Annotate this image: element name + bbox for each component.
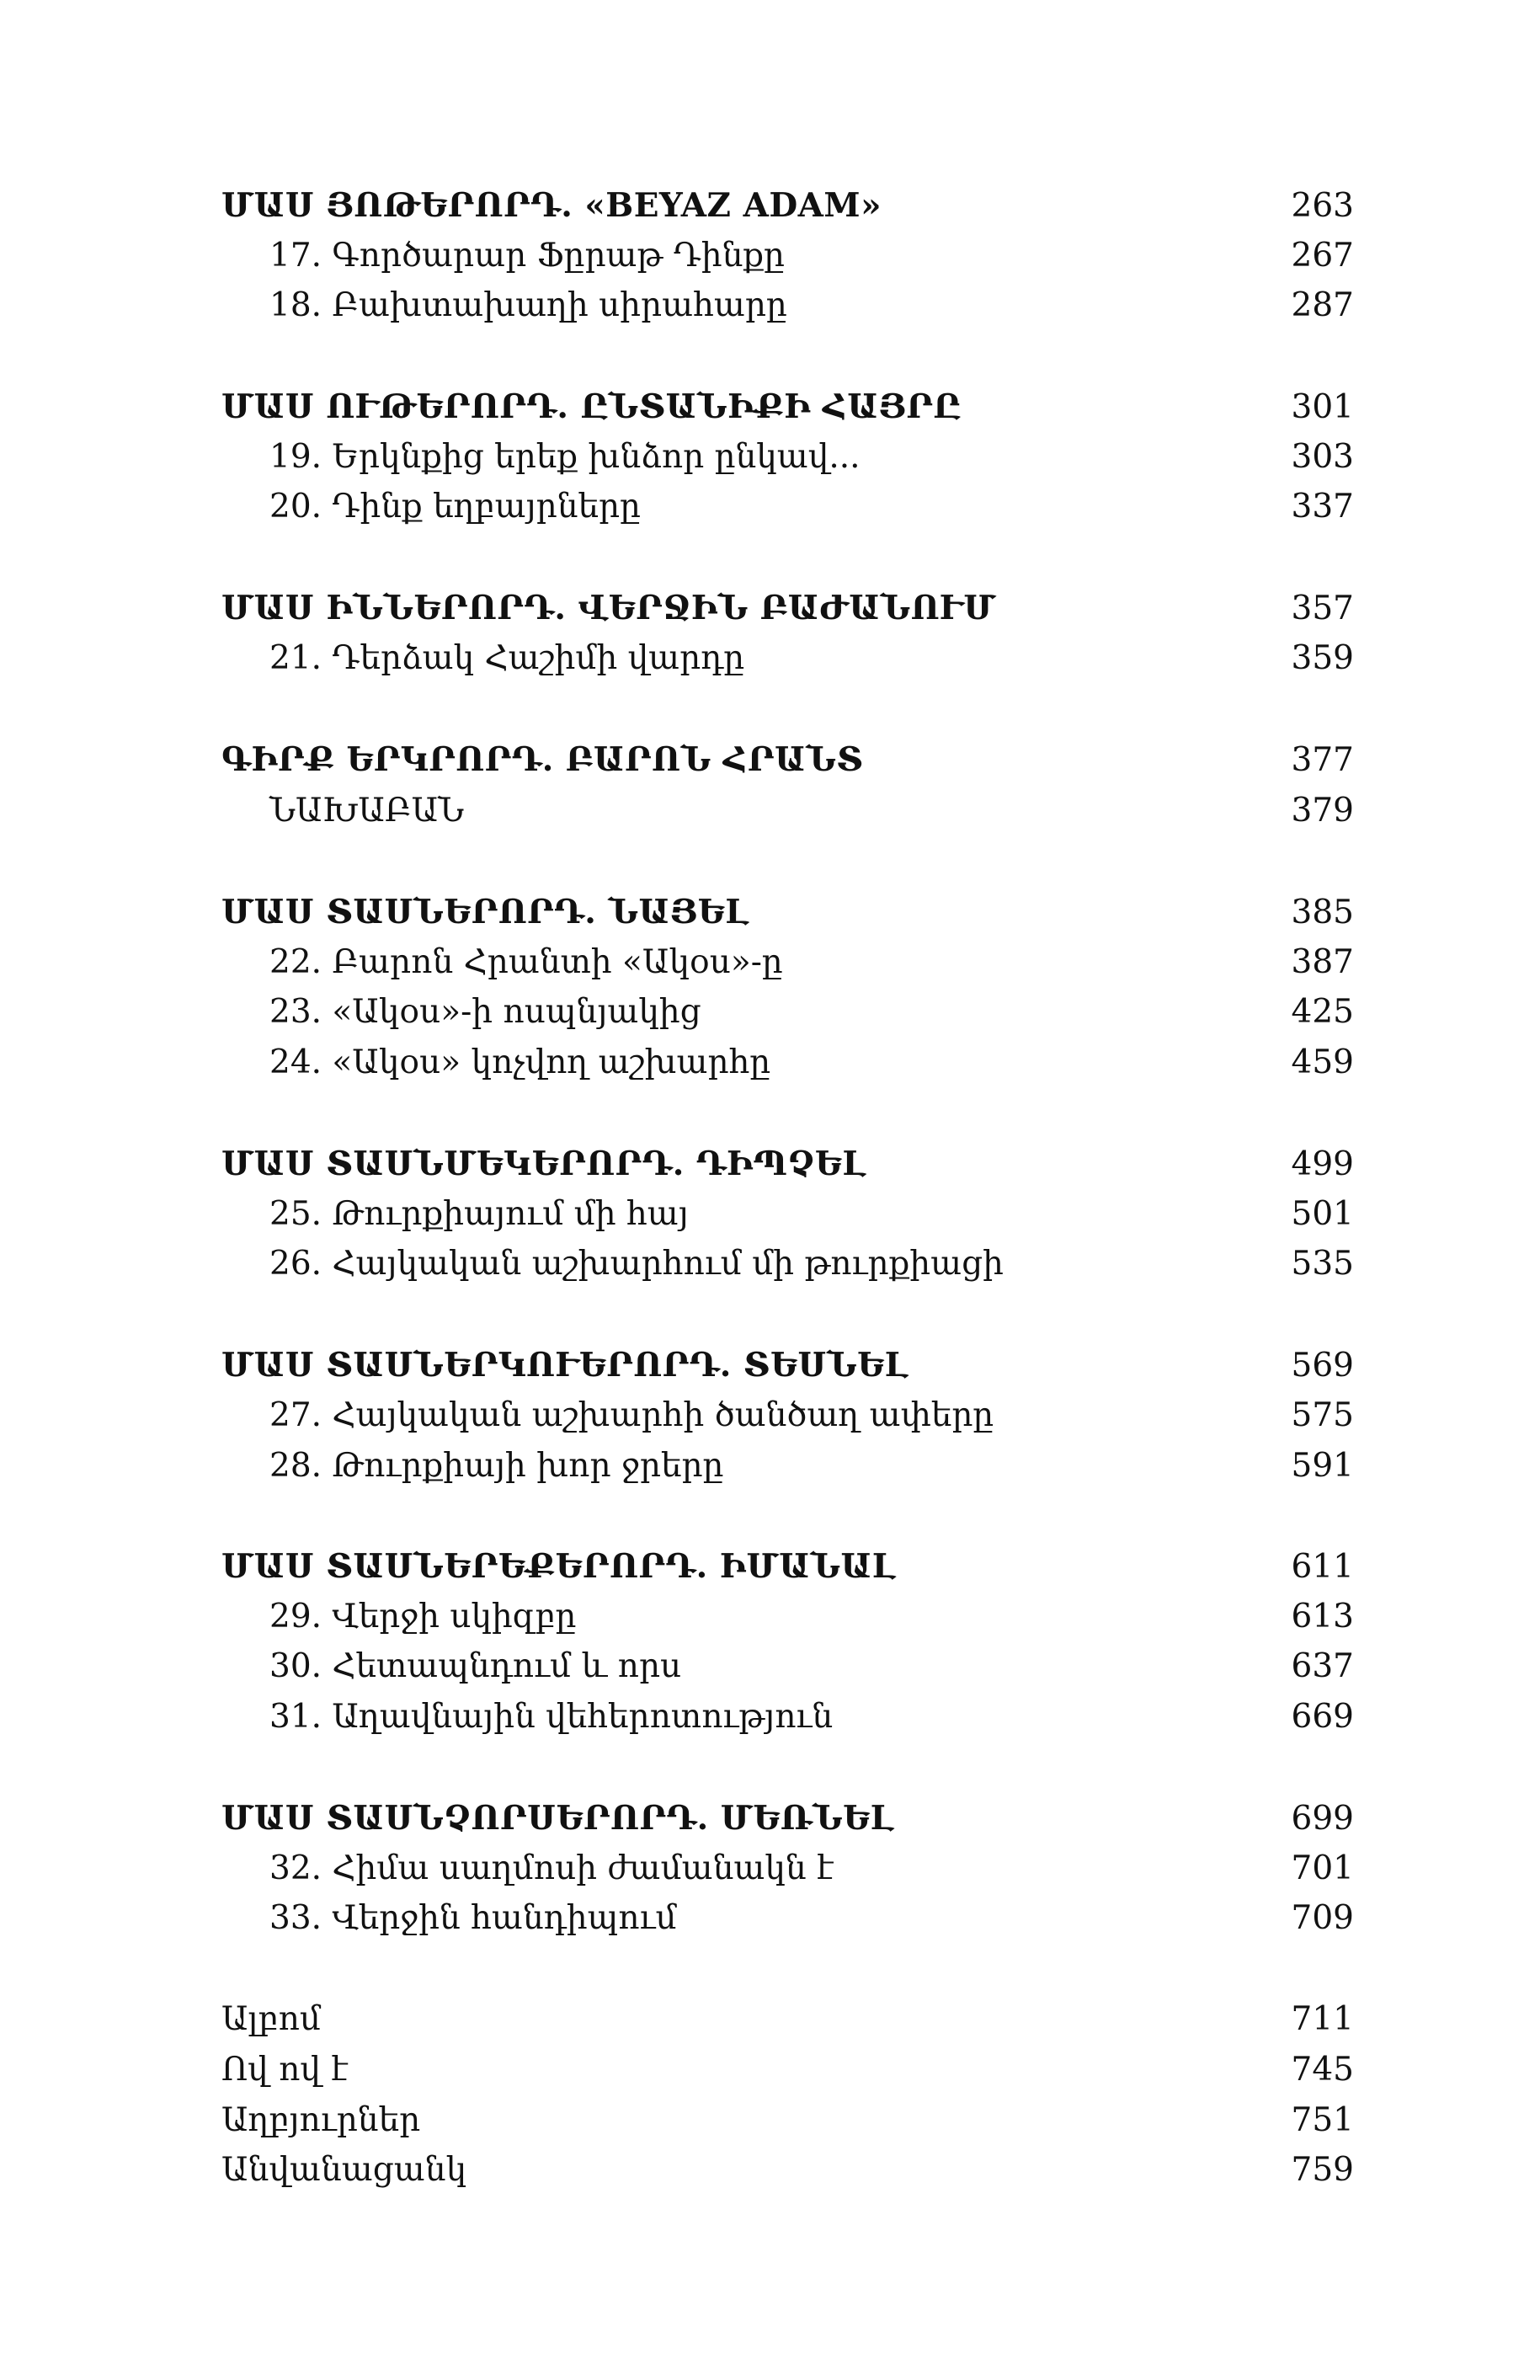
toc-page-number: 379 (1291, 792, 1354, 830)
toc-entry-title: ԳԻՐՔ ԵՐԿՐՈՐԴ. ԲԱՐՈՆ ՀՐԱՆՏ (221, 740, 864, 779)
toc-entry (221, 1444, 1354, 1488)
toc-page-number: 263 (1291, 187, 1354, 225)
toc-entry-title: Ով ով է (221, 2051, 349, 2089)
toc-entry-title: ՄԱՍ ՈՒԹԵՐՈՐԴ. ԸՆՏԱՆԻՔԻ ՀԱՅՐԸ (221, 387, 962, 426)
toc-section-heading (221, 1545, 1354, 1588)
toc-entry-title: 19. Երկնքից երեք խնձոր ընկավ... (269, 438, 861, 476)
toc-page-number: 669 (1291, 1698, 1354, 1736)
toc-section-heading (221, 1343, 1354, 1387)
toc-page-number: 591 (1291, 1447, 1354, 1485)
toc-entry-title: 25. Թուրքիայում մի հայ (269, 1195, 689, 1233)
toc-entry-title: 22. Բարոն Հրանտի «Ակօս»-ը (269, 943, 783, 981)
toc-page-number: 637 (1291, 1647, 1354, 1685)
toc-entry-title: 31. Աղավնային վեհերոտություն (269, 1698, 834, 1736)
toc-entry-title: Անվանացանկ (221, 2151, 467, 2189)
toc-entry (221, 1193, 1354, 1236)
toc-section-heading (221, 1796, 1354, 1840)
toc-page-number: 387 (1291, 943, 1354, 981)
toc-entry (221, 1847, 1354, 1891)
toc-section-heading (221, 1142, 1354, 1186)
toc-page-number: 385 (1291, 894, 1354, 931)
toc-entry (221, 1998, 1354, 2041)
toc-entry (221, 1595, 1354, 1639)
toc-page-number: 301 (1291, 388, 1354, 426)
toc-page-number: 501 (1291, 1195, 1354, 1233)
toc-entry-title: 21. Դերձակ Հաշիմի վարդը (269, 639, 745, 677)
toc-entry-title: ՄԱՍ ՏԱՍՆԵՐԿՈՒԵՐՈՐԴ. ՏԵՍՆԵԼ (221, 1346, 909, 1385)
toc-page-number: 535 (1291, 1245, 1354, 1283)
toc-entry (221, 2048, 1354, 2092)
toc-page-number: 377 (1291, 741, 1354, 779)
toc-page-number: 459 (1291, 1043, 1354, 1081)
toc-entry-title: ՄԱՍ ՅՈԹԵՐՈՐԴ. «BEYAZ ADAM» (221, 186, 882, 225)
toc-entry (221, 1041, 1354, 1085)
toc-section-heading (221, 738, 1354, 782)
toc-entry (221, 1394, 1354, 1438)
toc-entry (221, 941, 1354, 985)
toc-entry (221, 234, 1354, 278)
toc-page-number: 751 (1291, 2101, 1354, 2139)
toc-entry-title: ՄԱՍ ԻՆՆԵՐՈՐԴ. ՎԵՐՋԻՆ ԲԱԺԱՆՈՒՄ (221, 589, 996, 627)
toc-entry (221, 284, 1354, 328)
toc-page-number: 303 (1291, 438, 1354, 476)
toc-page-number: 709 (1291, 1899, 1354, 1937)
toc-entry-title: ՄԱՍ ՏԱՍՆԵՐԵՔԵՐՈՐԴ. ԻՄԱՆԱԼ (221, 1547, 897, 1586)
toc-page-number: 575 (1291, 1396, 1354, 1434)
toc-page-number: 699 (1291, 1800, 1354, 1838)
toc-entry-title: Աղբյուրներ (221, 2101, 421, 2139)
toc-section-heading (221, 890, 1354, 934)
toc-entry-title: 26. Հայկական աշխարհում մի թուրքիացի (269, 1245, 1004, 1283)
toc-entry-title: 32. Հիմա սաղմոսի ժամանակն է (269, 1849, 834, 1887)
toc-page-number: 611 (1291, 1548, 1354, 1586)
toc-page-number: 745 (1291, 2051, 1354, 2089)
toc-page-number: 711 (1291, 2000, 1354, 2038)
toc-section-heading (221, 586, 1354, 630)
toc-page-number: 569 (1291, 1347, 1354, 1385)
toc-entry (221, 2148, 1354, 2192)
toc-entry-title: Ալբոմ (221, 2000, 321, 2038)
toc-entry-title: 23. «Ակօս»-ի ոսպնյակից (269, 993, 701, 1031)
toc-entry-title: 33. Վերջին հանդիպում (269, 1899, 677, 1937)
toc-page-number: 701 (1291, 1849, 1354, 1887)
toc-entry-title: 30. Հետապնդում և որս (269, 1647, 682, 1685)
toc-page-number: 287 (1291, 286, 1354, 324)
toc-entry-title: ՄԱՍ ՏԱՍՆԵՐՈՐԴ. ՆԱՅԵԼ (221, 893, 749, 931)
toc-entry-title: 27. Հայկական աշխարհի ծանծաղ ափերը (269, 1396, 994, 1434)
toc-entry-title: ՄԱՍ ՏԱՍՆՄԵԿԵՐՈՐԴ. ԴԻՊՉԵԼ (221, 1145, 867, 1183)
toc-entry-title: ՄԱՍ ՏԱՍՆՉՈՐՍԵՐՈՐԴ. ՄԵՌՆԵԼ (221, 1799, 895, 1838)
toc-page-number: 499 (1291, 1145, 1354, 1183)
toc-page-number: 425 (1291, 993, 1354, 1031)
toc-entry (221, 789, 1354, 833)
toc-entry (221, 2099, 1354, 2143)
toc-section-heading (221, 184, 1354, 227)
toc-entry-title: 18. Բախտախաղի սիրահարը (269, 286, 787, 324)
toc-entry-title: 28. Թուրքիայի խոր ջրերը (269, 1447, 724, 1485)
toc-page-number: 267 (1291, 237, 1354, 275)
toc-entry-title: 29. Վերջի սկիզբը (269, 1598, 577, 1636)
toc-entry (221, 637, 1354, 680)
toc-entry (221, 485, 1354, 529)
toc-entry (221, 990, 1354, 1034)
toc-entry (221, 1242, 1354, 1286)
toc-entry-title: 24. «Ակօս» կոչվող աշխարհը (269, 1043, 771, 1081)
toc-page-number: 337 (1291, 488, 1354, 526)
toc-page-number: 613 (1291, 1598, 1354, 1636)
toc-entry (221, 1695, 1354, 1739)
toc-entry-title: 20. Դինք եղբայրները (269, 488, 641, 526)
toc-page-number: 357 (1291, 590, 1354, 627)
toc-entry (221, 1645, 1354, 1689)
toc-page-number: 359 (1291, 639, 1354, 677)
toc-entry (221, 1897, 1354, 1940)
toc-entry-title: 17. Գործարար Ֆըրաթ Դինքը (269, 237, 785, 275)
toc-section-heading (221, 385, 1354, 429)
toc-page-number: 759 (1291, 2151, 1354, 2189)
toc-entry (221, 435, 1354, 479)
toc-entry-title: ՆԱԽԱԲԱՆ (269, 792, 465, 830)
